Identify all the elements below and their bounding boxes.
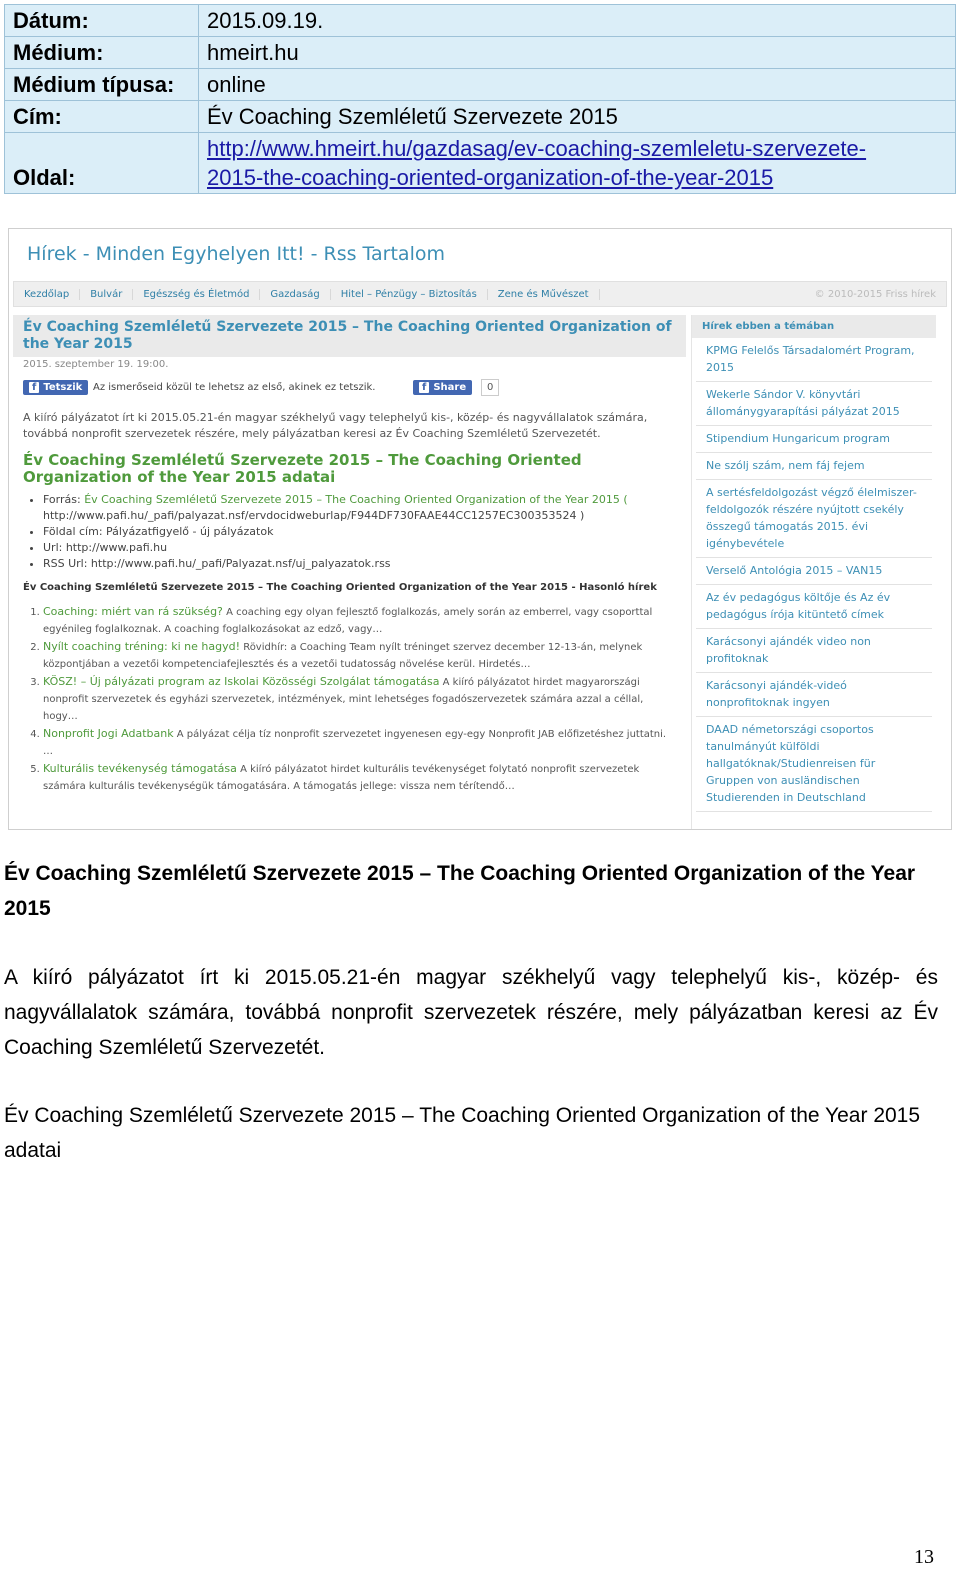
site-copyright: © 2010-2015 Friss hírek	[814, 288, 936, 300]
similar-item	[43, 638, 676, 673]
title-label: Cím:	[5, 101, 199, 133]
site-description: A kiíró pályázatot írt ki 2015.05.21-én magyar székhelyű vagy telephelyű kis-, közép- és nagyvállalatok számára, továbbá nonprofit szervezetek részére, mely pályázatban keresi az Év Coaching Szemléletű Szervezetét.	[23, 411, 648, 440]
article-title: Év Coaching Szemléletű Szervezete 2015 – The Coaching Oriented Organization of the Year 2015	[4, 862, 916, 920]
sidebar-item[interactable]: Ne szólj szám, nem fáj fejem	[696, 453, 932, 480]
sidebar-item[interactable]: Karácsonyi ajándék video non profitoknak	[696, 629, 932, 673]
source-title-link[interactable]: Év Coaching Szemléletű Szervezete 2015 – The Coaching Oriented Organization of the Year 2015 (	[84, 493, 628, 506]
similar-item-text: A kiíró pályázatot hirdet kulturális tevékenységet folytató nonprofit szervezetek számára kulturális tevékenységük támogatására. A támogatás jellege: vissza nem térítendő…	[43, 764, 640, 792]
site-nav	[13, 281, 947, 307]
sidebar-item[interactable]: Karácsonyi ajándék-videó nonprofitoknak ingyen	[696, 673, 932, 717]
similar-item-title[interactable]: Coaching: miért van rá szükség?	[43, 605, 223, 618]
rss-item: • RSS Url: http://www.pafi.hu/_pafi/Palyazat.nsf/uj_palyazatok.rss	[43, 556, 676, 572]
sidebar-item[interactable]: DAAD németországi csoportos tanulmányút külföldi hallgatóknak/Studienreisen für Gruppen von ausländischen Studierenden in Deutschland	[696, 717, 932, 812]
facebook-share-button[interactable]	[413, 380, 472, 395]
sidebar-item[interactable]: Stipendium Hungaricum program	[696, 426, 932, 453]
site-article-title: Év Coaching Szemléletű Szervezete 2015 – The Coaching Oriented Organization of the Year 2015	[13, 315, 686, 357]
facebook-share-label: Share	[433, 382, 467, 393]
similar-item	[43, 760, 676, 795]
sidebar-item[interactable]: Verselő Antológia 2015 – VAN15	[696, 558, 932, 585]
nav-item-home[interactable]: Kezdőlap	[14, 289, 80, 300]
source-label: Forrás:	[43, 493, 85, 506]
similar-item-title[interactable]: Kulturális tevékenység támogatása	[43, 762, 237, 775]
medium-value: hmeirt.hu	[199, 37, 956, 69]
page-url-cell	[199, 133, 956, 194]
similar-news-heading: Év Coaching Szemléletű Szervezete 2015 – The Coaching Oriented Organization of the Year 2015 - Hasonló hírek	[23, 582, 657, 593]
page-number: 13	[914, 1546, 934, 1568]
facebook-icon: f	[419, 382, 429, 393]
info-table	[4, 4, 956, 194]
site-title: Hírek - Minden Egyhelyen Itt! - Rss Tartalom	[27, 243, 445, 265]
article-body: A kiíró pályázatot írt ki 2015.05.21-én magyar székhelyű vagy telephelyű kis-, közép- és nagyvállalatok számára, továbbá nonprofit szervezetek részére, mely pályázatban keresi az Év Coaching Szemléletű Szervezetét.	[4, 966, 938, 1059]
facebook-like-button[interactable]	[23, 380, 88, 395]
similar-item-title[interactable]: Nonprofit Jogi Adatbank	[43, 727, 174, 740]
sidebar-item[interactable]: Az év pedagógus költője és Az év pedagógus írója kitüntető címek	[696, 585, 932, 629]
facebook-like-text: Az ismerőseid közül te lehetsz az első, akinek ez tetszik.	[93, 382, 376, 393]
similar-item-text: Rövidhír: a Coaching Team nyílt tréninget szervez december 12-13-án, melynek központjában a vezetői kompetenciafejlesztés és a vezetői tudatosság növelése kerül. Hirdetés…	[43, 642, 643, 670]
similar-item-text: A kiíró pályázatot hirdet magyarországi nonprofit szervezetek és egyházi szervezetek, intézmények, mint lehetséges fogadószervezetek számára azzal a céllal, hogy…	[43, 677, 644, 722]
facebook-like-label: Tetszik	[43, 382, 83, 393]
facebook-icon: f	[29, 382, 39, 393]
date-label: Dátum:	[5, 5, 199, 37]
nav-item-health[interactable]: Egészség és Életmód	[133, 289, 260, 300]
source-url[interactable]: http://www.pafi.hu/_pafi/palyazat.nsf/ervdocidweburlap/F944DF730FAAE44CC1257EC300353524 )	[43, 509, 585, 522]
sidebar-item[interactable]: KPMG Felelős Társadalomért Program, 2015	[696, 338, 932, 382]
page-row	[5, 133, 956, 194]
source-item	[43, 492, 676, 524]
source-list	[13, 492, 686, 572]
title-value: Év Coaching Szemléletű Szervezete 2015	[199, 101, 956, 133]
site-sidebar	[691, 315, 936, 829]
url-item: • Url: http://www.pafi.hu	[43, 540, 676, 556]
site-article-date: 2015. szeptember 19. 19:00.	[23, 359, 169, 370]
sidebar-item[interactable]: Wekerle Sándor V. könyvtári állománygyarapítási pályázat 2015	[696, 382, 932, 426]
nav-item-economy[interactable]: Gazdaság	[260, 289, 330, 300]
site-main-column	[13, 315, 686, 829]
sidebar-heading: Hírek ebben a témában	[692, 315, 936, 338]
url-line-1: http://www.hmeirt.hu/gazdasag/ev-coaching-szemleletu-szervezete-	[207, 136, 867, 161]
nav-item-music[interactable]: Zene és Művészet	[488, 289, 600, 300]
title-row	[5, 101, 956, 133]
type-value: online	[199, 69, 956, 101]
sidebar-item[interactable]: A sertésfeldolgozást végző élelmiszer-feldolgozók részére nyújtott csekély összegű támogatás 2015. évi igénybevétele	[696, 480, 932, 558]
similar-item	[43, 673, 676, 725]
nav-item-finance[interactable]: Hitel – Pénzügy – Biztosítás	[331, 289, 488, 300]
facebook-row	[13, 378, 686, 404]
page-url-link[interactable]	[207, 136, 866, 190]
address-item: • Földal cím: Pályázatfigyelő - új pályázatok	[43, 524, 676, 540]
similar-item-title[interactable]: Nyílt coaching tréning: ki ne hagyd!	[43, 640, 241, 653]
url-line-2: 2015-the-coaching-oriented-organization-of-the-year-2015	[207, 165, 774, 190]
website-screenshot	[8, 228, 952, 830]
similar-item-text: A pályázat célja tíz nonprofit szervezetet ingyenesen egy-egy Nonprofit JAB előfizetéshez juttatni. …	[43, 729, 667, 757]
medium-row	[5, 37, 956, 69]
date-value: 2015.09.19.	[199, 5, 956, 37]
type-label: Médium típusa:	[5, 69, 199, 101]
page-label: Oldal:	[5, 133, 199, 194]
share-count: 0	[481, 379, 499, 396]
nav-item-bulvar[interactable]: Bulvár	[80, 289, 133, 300]
site-subheading: Év Coaching Szemléletű Szervezete 2015 – The Coaching Oriented Organization of the Year 2015 adatai	[23, 451, 582, 486]
similar-news-list	[13, 603, 686, 795]
date-row	[5, 5, 956, 37]
article-subheading: Év Coaching Szemléletű Szervezete 2015 – The Coaching Oriented Organization of the Year 2015 adatai	[4, 1104, 921, 1162]
type-row	[5, 69, 956, 101]
similar-item	[43, 603, 676, 638]
similar-item-title[interactable]: KÖSZ! – Új pályázati program az Iskolai Közösségi Szolgálat támogatása	[43, 675, 440, 688]
medium-label: Médium:	[5, 37, 199, 69]
similar-item	[43, 725, 676, 760]
similar-item-text: A coaching egy olyan fejlesztő foglalkozás, amely során az emberrel, vagy csoporttal egyénileg foglalkoznak. A coaching foglalkozásokat az edző, vagy…	[43, 607, 653, 635]
